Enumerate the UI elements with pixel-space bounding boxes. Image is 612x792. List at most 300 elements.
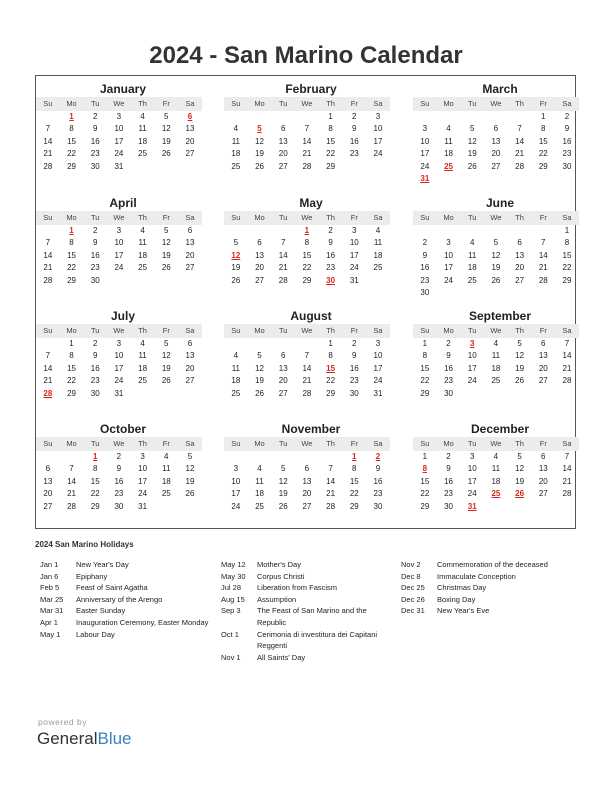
day-cell[interactable]: 10 — [114, 351, 124, 361]
day-cell[interactable]: 7 — [304, 124, 310, 134]
day-cell[interactable]: 24 — [373, 149, 383, 159]
day-cell[interactable]: 5 — [493, 238, 499, 248]
day-cell[interactable]: 5 — [164, 112, 169, 121]
holiday-day-cell[interactable]: 3 — [469, 339, 475, 348]
day-cell[interactable]: 25 — [138, 263, 148, 273]
day-cell[interactable]: 23 — [444, 489, 453, 499]
day-cell[interactable]: 17 — [444, 263, 453, 273]
holiday-day-cell[interactable]: 31 — [467, 501, 477, 511]
day-cell[interactable]: 18 — [231, 376, 241, 386]
day-cell[interactable]: 14 — [278, 250, 288, 260]
day-cell[interactable]: 4 — [446, 124, 451, 134]
day-cell[interactable]: 2 — [328, 226, 333, 235]
day-cell[interactable]: 13 — [538, 464, 548, 474]
day-cell[interactable]: 30 — [420, 287, 430, 297]
day-cell[interactable]: 3 — [116, 226, 122, 235]
holiday-day-cell[interactable]: 30 — [326, 275, 336, 285]
day-cell[interactable]: 28 — [562, 489, 572, 499]
day-cell[interactable]: 24 — [349, 263, 359, 273]
day-cell[interactable]: 12 — [278, 476, 288, 486]
day-cell[interactable]: 22 — [67, 263, 76, 273]
day-cell[interactable]: 6 — [541, 339, 546, 348]
day-cell[interactable]: 26 — [255, 388, 264, 398]
day-cell[interactable]: 21 — [538, 263, 548, 273]
day-cell[interactable]: 14 — [326, 476, 336, 486]
day-cell[interactable]: 6 — [517, 238, 522, 248]
day-cell[interactable]: 9 — [375, 464, 381, 474]
day-cell[interactable]: 16 — [326, 250, 336, 260]
day-cell[interactable]: 28 — [278, 275, 288, 285]
day-cell[interactable]: 8 — [69, 351, 74, 361]
day-cell[interactable]: 22 — [420, 489, 430, 499]
day-cell[interactable]: 31 — [114, 161, 124, 171]
day-cell[interactable]: 2 — [92, 112, 98, 121]
day-cell[interactable]: 17 — [138, 476, 148, 486]
day-cell[interactable]: 13 — [185, 351, 195, 361]
day-cell[interactable]: 24 — [373, 376, 383, 386]
day-cell[interactable]: 1 — [422, 452, 428, 461]
day-cell[interactable]: 16 — [349, 363, 359, 373]
day-cell[interactable]: 5 — [280, 464, 286, 474]
day-cell[interactable]: 22 — [326, 149, 336, 159]
day-cell[interactable]: 18 — [467, 263, 477, 273]
day-cell[interactable]: 10 — [349, 238, 359, 248]
day-cell[interactable]: 11 — [231, 363, 240, 373]
day-cell[interactable]: 25 — [161, 489, 171, 499]
day-cell[interactable]: 23 — [562, 149, 572, 159]
day-cell[interactable]: 10 — [114, 238, 124, 248]
day-cell[interactable]: 19 — [255, 149, 264, 159]
day-cell[interactable]: 19 — [185, 476, 195, 486]
day-cell[interactable]: 9 — [352, 124, 357, 134]
day-cell[interactable]: 11 — [138, 351, 147, 361]
day-cell[interactable]: 24 — [467, 489, 477, 499]
holiday-day-cell[interactable]: 25 — [491, 489, 501, 499]
day-cell[interactable]: 26 — [515, 376, 525, 386]
day-cell[interactable]: 27 — [255, 275, 264, 285]
day-cell[interactable]: 4 — [140, 112, 145, 121]
day-cell[interactable]: 26 — [467, 161, 477, 171]
day-cell[interactable]: 6 — [187, 226, 193, 235]
day-cell[interactable]: 6 — [493, 124, 499, 134]
day-cell[interactable]: 21 — [43, 263, 53, 273]
day-cell[interactable]: 17 — [114, 250, 124, 260]
day-cell[interactable]: 12 — [491, 250, 501, 260]
day-cell[interactable]: 17 — [114, 363, 124, 373]
day-cell[interactable]: 20 — [515, 263, 525, 273]
day-cell[interactable]: 19 — [467, 149, 477, 159]
day-cell[interactable]: 1 — [328, 339, 333, 348]
day-cell[interactable]: 14 — [43, 136, 53, 146]
day-cell[interactable]: 26 — [161, 149, 171, 159]
day-cell[interactable]: 29 — [420, 388, 430, 398]
day-cell[interactable]: 28 — [67, 501, 76, 511]
day-cell[interactable]: 31 — [138, 501, 148, 511]
day-cell[interactable]: 8 — [541, 124, 546, 134]
day-cell[interactable]: 10 — [138, 464, 148, 474]
holiday-day-cell[interactable]: 1 — [69, 226, 74, 235]
day-cell[interactable]: 20 — [278, 149, 288, 159]
day-cell[interactable]: 19 — [161, 363, 171, 373]
day-cell[interactable]: 23 — [90, 149, 100, 159]
day-cell[interactable]: 28 — [43, 275, 53, 285]
day-cell[interactable]: 24 — [138, 489, 148, 499]
day-cell[interactable]: 18 — [491, 476, 501, 486]
day-cell[interactable]: 25 — [138, 149, 148, 159]
holiday-day-cell[interactable]: 15 — [326, 363, 336, 373]
day-cell[interactable]: 17 — [467, 363, 477, 373]
day-cell[interactable]: 2 — [352, 112, 357, 121]
day-cell[interactable]: 1 — [328, 112, 333, 121]
day-cell[interactable]: 11 — [138, 238, 147, 248]
day-cell[interactable]: 11 — [491, 351, 501, 361]
day-cell[interactable]: 16 — [90, 363, 100, 373]
day-cell[interactable]: 4 — [233, 351, 239, 361]
day-cell[interactable]: 17 — [373, 363, 383, 373]
day-cell[interactable]: 1 — [564, 226, 570, 235]
day-cell[interactable]: 20 — [538, 363, 548, 373]
day-cell[interactable]: 11 — [491, 464, 501, 474]
day-cell[interactable]: 28 — [562, 376, 572, 386]
day-cell[interactable]: 12 — [255, 363, 264, 373]
day-cell[interactable]: 16 — [562, 136, 572, 146]
holiday-day-cell[interactable]: 6 — [187, 112, 193, 121]
day-cell[interactable]: 27 — [185, 263, 195, 273]
day-cell[interactable]: 10 — [231, 476, 241, 486]
day-cell[interactable]: 7 — [45, 124, 51, 134]
day-cell[interactable]: 21 — [515, 149, 525, 159]
day-cell[interactable]: 4 — [164, 452, 169, 461]
day-cell[interactable]: 29 — [90, 501, 100, 511]
day-cell[interactable]: 18 — [255, 489, 264, 499]
day-cell[interactable]: 27 — [185, 376, 195, 386]
day-cell[interactable]: 9 — [328, 238, 333, 248]
holiday-day-cell[interactable]: 1 — [92, 452, 98, 461]
day-cell[interactable]: 13 — [515, 250, 525, 260]
day-cell[interactable]: 21 — [562, 363, 572, 373]
day-cell[interactable]: 8 — [352, 464, 357, 474]
day-cell[interactable]: 19 — [231, 263, 241, 273]
day-cell[interactable]: 22 — [302, 263, 312, 273]
day-cell[interactable]: 16 — [420, 263, 430, 273]
day-cell[interactable]: 2 — [446, 339, 451, 348]
day-cell[interactable]: 10 — [444, 250, 453, 260]
day-cell[interactable]: 22 — [67, 376, 76, 386]
day-cell[interactable]: 7 — [328, 464, 333, 474]
day-cell[interactable]: 11 — [444, 136, 453, 146]
day-cell[interactable]: 4 — [140, 226, 145, 235]
day-cell[interactable]: 21 — [326, 489, 336, 499]
holiday-day-cell[interactable]: 31 — [420, 173, 430, 183]
day-cell[interactable]: 3 — [375, 339, 381, 348]
day-cell[interactable]: 30 — [444, 501, 453, 511]
day-cell[interactable]: 16 — [90, 136, 100, 146]
day-cell[interactable]: 3 — [233, 464, 239, 474]
day-cell[interactable]: 4 — [257, 464, 262, 474]
day-cell[interactable]: 9 — [92, 351, 98, 361]
day-cell[interactable]: 4 — [140, 339, 145, 348]
day-cell[interactable]: 9 — [446, 464, 451, 474]
day-cell[interactable]: 5 — [187, 452, 193, 461]
day-cell[interactable]: 2 — [116, 452, 122, 461]
day-cell[interactable]: 16 — [373, 476, 383, 486]
day-cell[interactable]: 27 — [278, 388, 288, 398]
day-cell[interactable]: 12 — [255, 136, 264, 146]
day-cell[interactable]: 7 — [45, 238, 51, 248]
day-cell[interactable]: 18 — [231, 149, 241, 159]
day-cell[interactable]: 19 — [161, 136, 171, 146]
day-cell[interactable]: 27 — [515, 275, 525, 285]
brand-logo[interactable] — [37, 729, 132, 749]
day-cell[interactable]: 3 — [116, 112, 122, 121]
day-cell[interactable]: 12 — [161, 351, 171, 361]
day-cell[interactable]: 5 — [164, 339, 169, 348]
day-cell[interactable]: 23 — [420, 275, 430, 285]
day-cell[interactable]: 13 — [302, 476, 312, 486]
day-cell[interactable]: 30 — [90, 275, 100, 285]
day-cell[interactable]: 9 — [446, 351, 451, 361]
day-cell[interactable]: 31 — [373, 388, 383, 398]
day-cell[interactable]: 9 — [116, 464, 122, 474]
day-cell[interactable]: 6 — [187, 339, 193, 348]
day-cell[interactable]: 14 — [67, 476, 76, 486]
day-cell[interactable]: 11 — [373, 238, 383, 248]
day-cell[interactable]: 15 — [420, 476, 430, 486]
day-cell[interactable]: 23 — [444, 376, 453, 386]
day-cell[interactable]: 28 — [43, 161, 53, 171]
day-cell[interactable]: 5 — [233, 238, 239, 248]
day-cell[interactable]: 6 — [541, 452, 546, 461]
day-cell[interactable]: 8 — [328, 351, 333, 361]
day-cell[interactable]: 22 — [90, 489, 100, 499]
day-cell[interactable]: 7 — [69, 464, 74, 474]
day-cell[interactable]: 30 — [90, 161, 100, 171]
day-cell[interactable]: 20 — [185, 363, 195, 373]
day-cell[interactable]: 9 — [422, 250, 428, 260]
day-cell[interactable]: 18 — [444, 149, 453, 159]
day-cell[interactable]: 24 — [114, 376, 124, 386]
day-cell[interactable]: 15 — [67, 250, 76, 260]
day-cell[interactable]: 20 — [185, 136, 195, 146]
day-cell[interactable]: 11 — [162, 464, 171, 474]
day-cell[interactable]: 30 — [373, 501, 383, 511]
day-cell[interactable]: 26 — [161, 376, 171, 386]
day-cell[interactable]: 16 — [90, 250, 100, 260]
day-cell[interactable]: 20 — [302, 489, 312, 499]
day-cell[interactable]: 8 — [69, 238, 74, 248]
day-cell[interactable]: 18 — [373, 250, 383, 260]
day-cell[interactable]: 7 — [304, 351, 310, 361]
day-cell[interactable]: 6 — [280, 351, 286, 361]
day-cell[interactable]: 13 — [255, 250, 264, 260]
day-cell[interactable]: 6 — [45, 464, 51, 474]
day-cell[interactable]: 6 — [304, 464, 310, 474]
day-cell[interactable]: 22 — [538, 149, 548, 159]
day-cell[interactable]: 26 — [255, 161, 264, 171]
holiday-day-cell[interactable]: 12 — [231, 250, 241, 260]
day-cell[interactable]: 21 — [43, 376, 53, 386]
day-cell[interactable]: 23 — [90, 376, 100, 386]
day-cell[interactable]: 15 — [562, 250, 572, 260]
day-cell[interactable]: 10 — [373, 124, 383, 134]
day-cell[interactable]: 7 — [564, 452, 570, 461]
day-cell[interactable]: 20 — [538, 476, 548, 486]
day-cell[interactable]: 18 — [138, 363, 148, 373]
day-cell[interactable]: 19 — [515, 363, 525, 373]
day-cell[interactable]: 15 — [302, 250, 312, 260]
day-cell[interactable]: 3 — [116, 339, 122, 348]
holiday-day-cell[interactable]: 1 — [69, 112, 74, 121]
day-cell[interactable]: 12 — [161, 124, 171, 134]
day-cell[interactable]: 12 — [515, 464, 525, 474]
holiday-day-cell[interactable]: 26 — [515, 489, 525, 499]
day-cell[interactable]: 20 — [491, 149, 501, 159]
day-cell[interactable]: 24 — [114, 263, 124, 273]
day-cell[interactable]: 28 — [302, 388, 312, 398]
day-cell[interactable]: 23 — [349, 376, 359, 386]
day-cell[interactable]: 30 — [444, 388, 453, 398]
holiday-day-cell[interactable]: 8 — [422, 464, 428, 474]
day-cell[interactable]: 24 — [467, 376, 477, 386]
day-cell[interactable]: 1 — [69, 339, 74, 348]
day-cell[interactable]: 8 — [422, 351, 428, 361]
day-cell[interactable]: 13 — [278, 136, 288, 146]
day-cell[interactable]: 17 — [114, 136, 124, 146]
day-cell[interactable]: 27 — [302, 501, 312, 511]
day-cell[interactable]: 21 — [302, 149, 312, 159]
day-cell[interactable]: 14 — [515, 136, 525, 146]
day-cell[interactable]: 10 — [467, 464, 477, 474]
day-cell[interactable]: 16 — [114, 476, 124, 486]
day-cell[interactable]: 19 — [278, 489, 288, 499]
day-cell[interactable]: 13 — [538, 351, 548, 361]
day-cell[interactable]: 7 — [541, 238, 546, 248]
day-cell[interactable]: 26 — [278, 501, 288, 511]
day-cell[interactable]: 19 — [515, 476, 525, 486]
day-cell[interactable]: 9 — [564, 124, 570, 134]
day-cell[interactable]: 22 — [420, 376, 430, 386]
day-cell[interactable]: 14 — [43, 250, 53, 260]
day-cell[interactable]: 23 — [349, 149, 359, 159]
holiday-day-cell[interactable]: 25 — [444, 161, 453, 171]
day-cell[interactable]: 19 — [255, 376, 264, 386]
day-cell[interactable]: 28 — [302, 161, 312, 171]
day-cell[interactable]: 17 — [420, 149, 430, 159]
day-cell[interactable]: 12 — [467, 136, 477, 146]
day-cell[interactable]: 13 — [278, 363, 288, 373]
day-cell[interactable]: 29 — [349, 501, 359, 511]
day-cell[interactable]: 19 — [491, 263, 501, 273]
day-cell[interactable]: 8 — [328, 124, 333, 134]
day-cell[interactable]: 3 — [422, 124, 428, 134]
day-cell[interactable]: 14 — [43, 363, 53, 373]
day-cell[interactable]: 8 — [69, 124, 74, 134]
day-cell[interactable]: 3 — [446, 238, 451, 248]
day-cell[interactable]: 1 — [422, 339, 428, 348]
day-cell[interactable]: 17 — [231, 489, 241, 499]
day-cell[interactable]: 10 — [373, 351, 383, 361]
day-cell[interactable]: 25 — [467, 275, 477, 285]
day-cell[interactable]: 22 — [326, 376, 336, 386]
day-cell[interactable]: 24 — [231, 501, 241, 511]
day-cell[interactable]: 28 — [538, 275, 548, 285]
day-cell[interactable]: 24 — [420, 161, 430, 171]
day-cell[interactable]: 21 — [302, 376, 312, 386]
day-cell[interactable]: 21 — [562, 476, 572, 486]
day-cell[interactable]: 28 — [326, 501, 336, 511]
day-cell[interactable]: 25 — [491, 376, 501, 386]
day-cell[interactable]: 3 — [352, 226, 357, 235]
day-cell[interactable]: 15 — [67, 363, 76, 373]
day-cell[interactable]: 8 — [304, 238, 310, 248]
day-cell[interactable]: 15 — [538, 136, 548, 146]
holiday-day-cell[interactable]: 1 — [352, 452, 357, 461]
day-cell[interactable]: 11 — [138, 124, 147, 134]
day-cell[interactable]: 14 — [562, 351, 572, 361]
day-cell[interactable]: 2 — [92, 226, 98, 235]
day-cell[interactable]: 7 — [517, 124, 522, 134]
day-cell[interactable]: 29 — [538, 161, 548, 171]
day-cell[interactable]: 29 — [562, 275, 572, 285]
day-cell[interactable]: 25 — [231, 388, 241, 398]
day-cell[interactable]: 14 — [302, 136, 312, 146]
day-cell[interactable]: 27 — [491, 161, 501, 171]
day-cell[interactable]: 22 — [562, 263, 572, 273]
day-cell[interactable]: 18 — [491, 363, 501, 373]
day-cell[interactable]: 18 — [138, 136, 148, 146]
day-cell[interactable]: 12 — [185, 464, 195, 474]
day-cell[interactable]: 10 — [420, 136, 430, 146]
day-cell[interactable]: 26 — [185, 489, 195, 499]
day-cell[interactable]: 5 — [517, 452, 522, 461]
day-cell[interactable]: 13 — [185, 124, 195, 134]
day-cell[interactable]: 7 — [45, 351, 51, 361]
day-cell[interactable]: 25 — [373, 263, 383, 273]
day-cell[interactable]: 13 — [43, 476, 53, 486]
day-cell[interactable]: 29 — [67, 388, 76, 398]
day-cell[interactable]: 21 — [67, 489, 76, 499]
day-cell[interactable]: 5 — [257, 351, 262, 361]
day-cell[interactable]: 2 — [92, 339, 98, 348]
day-cell[interactable]: 11 — [255, 476, 264, 486]
day-cell[interactable]: 4 — [233, 124, 239, 134]
day-cell[interactable]: 4 — [493, 452, 499, 461]
day-cell[interactable]: 15 — [349, 476, 359, 486]
day-cell[interactable]: 2 — [564, 112, 570, 121]
day-cell[interactable]: 12 — [515, 351, 525, 361]
day-cell[interactable]: 23 — [373, 489, 383, 499]
day-cell[interactable]: 9 — [92, 124, 98, 134]
day-cell[interactable]: 10 — [114, 124, 124, 134]
day-cell[interactable]: 5 — [164, 226, 169, 235]
day-cell[interactable]: 13 — [491, 136, 501, 146]
day-cell[interactable]: 15 — [420, 363, 430, 373]
day-cell[interactable]: 8 — [92, 464, 98, 474]
day-cell[interactable]: 27 — [185, 149, 195, 159]
day-cell[interactable]: 20 — [43, 489, 53, 499]
day-cell[interactable]: 17 — [467, 476, 477, 486]
day-cell[interactable]: 29 — [67, 161, 76, 171]
day-cell[interactable]: 6 — [280, 124, 286, 134]
day-cell[interactable]: 9 — [352, 351, 357, 361]
day-cell[interactable]: 20 — [255, 263, 264, 273]
day-cell[interactable]: 24 — [114, 149, 124, 159]
day-cell[interactable]: 20 — [278, 376, 288, 386]
day-cell[interactable]: 5 — [469, 124, 475, 134]
day-cell[interactable]: 25 — [138, 376, 148, 386]
day-cell[interactable]: 3 — [469, 452, 475, 461]
day-cell[interactable]: 11 — [231, 136, 240, 146]
